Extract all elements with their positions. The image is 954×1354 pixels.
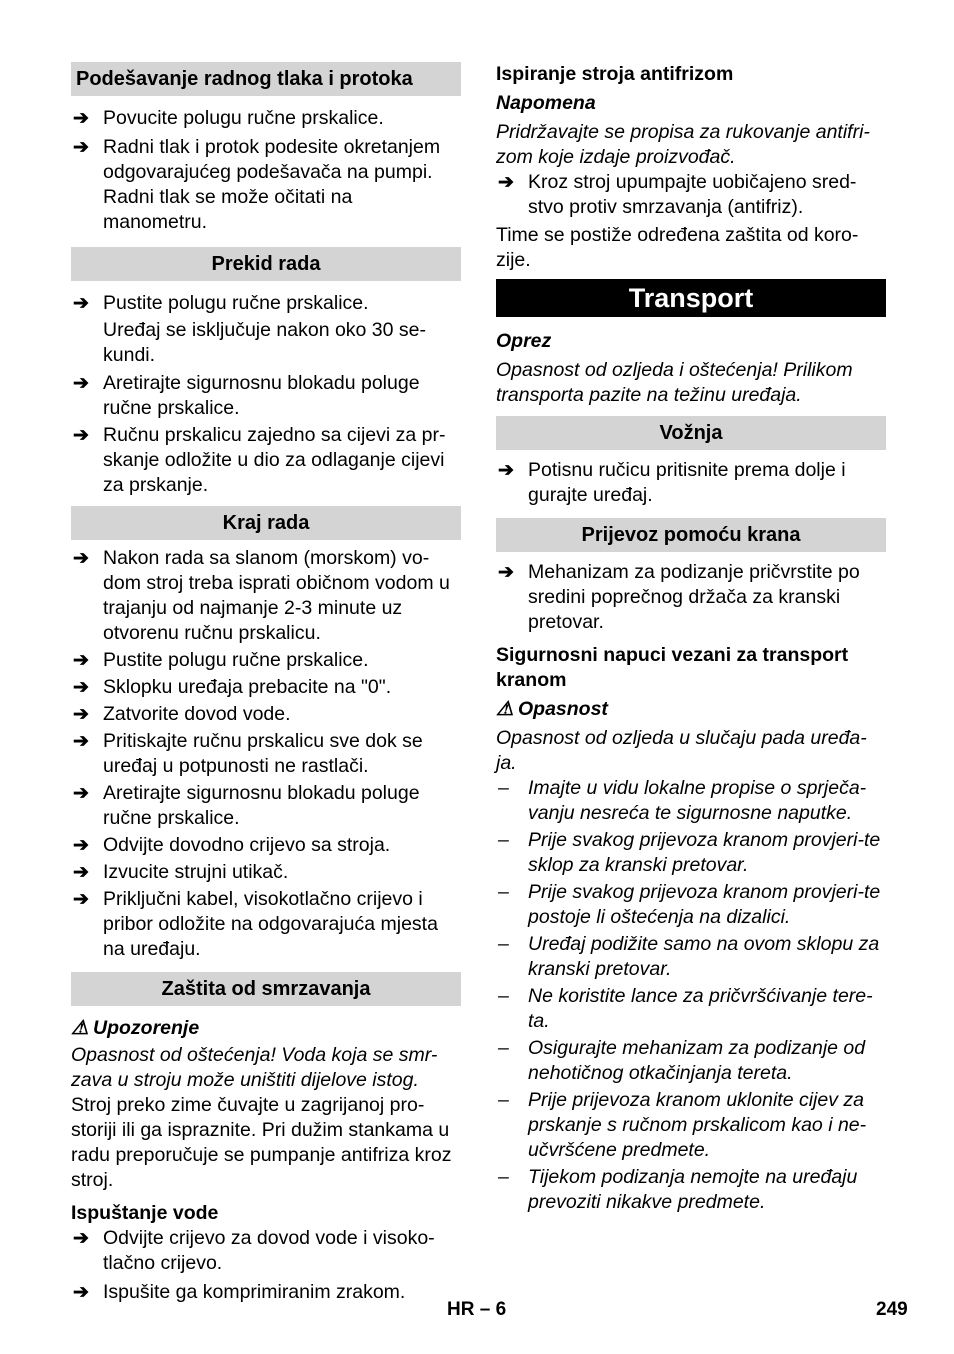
list-item: ➔ Aretirajte sigurnosnu blokadu poluge ručne prskalice. [73, 782, 420, 829]
arrow-icon: ➔ [73, 731, 89, 752]
list-item: ➔ Kroz stroj upumpajte uobičajeno sred-stvo protiv smrzavanja (antifriz). [498, 171, 857, 218]
arrow-icon: ➔ [498, 172, 514, 193]
arrow-icon: ➔ [73, 889, 89, 910]
section-heading-end: Kraj rada [71, 506, 461, 540]
arrow-icon: ➔ [73, 862, 89, 883]
warning-triangle-icon: ⚠ [496, 698, 514, 720]
arrow-icon: ➔ [73, 373, 89, 394]
section-heading-crane: Prijevoz pomoću krana [496, 518, 886, 552]
list-item: ➔ Mehanizam za podizanje pričvrstite po sredini poprečnog držača za kranski pretovar. [498, 561, 860, 633]
list-item: ➔ Odvijte crijevo za dovod vode i visoko-tlačno crijevo. [73, 1227, 435, 1274]
arrow-icon: ➔ [73, 650, 89, 671]
section-heading-frost: Zaštita od smrzavanja [71, 972, 461, 1006]
dash-item: – Uređaj podižite samo na ovom sklopu za kranski pretovar. [498, 933, 880, 980]
dash-item: – Tijekom podizanja nemojte na uređaju prevoziti nikakve predmete. [498, 1166, 858, 1213]
note-text: Uređaj se isključuje nakon oko 30 se-kundi. [103, 319, 427, 366]
list-item: ➔ Ispušite ga komprimiranim zrakom. [73, 1281, 406, 1303]
section-heading-interrupt: Prekid rada [71, 247, 461, 281]
dash-item: – Prije prijevoza kranom uklonite cijev za prskanje s ručnom prskalicom kao i ne-učvršćene predmete. [498, 1089, 867, 1161]
body-text: Time se postiže određena zaštita od koro-zije. [496, 224, 859, 271]
danger-label: ⚠ Opasnost [496, 698, 608, 720]
danger-text: Opasnost od ozljeda u slučaju pada uređa-ja. [496, 727, 867, 774]
list-item: ➔ Aretirajte sigurnosnu blokadu poluge ručne prskalice. [73, 372, 420, 419]
arrow-icon: ➔ [73, 704, 89, 725]
list-item: ➔ Pustite polugu ručne prskalice. [73, 292, 369, 314]
arrow-icon: ➔ [73, 548, 89, 569]
arrow-icon: ➔ [73, 108, 89, 129]
section-heading-pressure: Podešavanje radnog tlaka i protoka [71, 62, 461, 96]
list-item: ➔ Povucite polugu ručne prskalice. [73, 107, 384, 129]
footer-section: HR – 6 [447, 1299, 507, 1320]
list-item: ➔ Zatvorite dovod vode. [73, 703, 291, 725]
page-number: 249 [876, 1299, 908, 1320]
left-column [71, 62, 461, 1305]
list-item: ➔ Pritiskajte ručnu prskalicu sve dok se uređaj u potpunosti ne rastlači. [73, 730, 423, 777]
list-item: ➔ Sklopku uređaja prebacite na "0". [73, 676, 392, 698]
list-item: ➔ Pustite polugu ručne prskalice. [73, 649, 369, 671]
arrow-icon: ➔ [73, 293, 89, 314]
subheading-crane-safety: Sigurnosni napuci vezani za transport kranom [496, 644, 849, 691]
body-text: Stroj preko zime čuvajte u zagrijanoj pro-storiji ili ga ispraznite. Pri dužim stankama u radu preporučuje se pumpanje antifriza kroz stroj. [71, 1094, 452, 1191]
warning-label: ⚠ Upozorenje [71, 1017, 200, 1039]
right-column [496, 62, 886, 1215]
dash-item: – Prije svakog prijevoza kranom provjeri-te postoje li oštećenja na dizalici. [498, 881, 881, 928]
dash-item: – Prije svakog prijevoza kranom provjeri-te sklop za kranski pretovar. [498, 829, 881, 876]
note-text: Pridržavajte se propisa za rukovanje antifri-zom koje izdaje proizvođač. [496, 121, 870, 168]
dash-item: – Imajte u vidu lokalne propise o sprječa-vanju nesreća te sigurnosne naputke. [498, 777, 867, 824]
list-item: ➔ Nakon rada sa slanom (morskom) vo-dom stroj treba isprati običnom vodom u trajanju od najmanje 2-3 minute uz otvorenu ručnu prskalicu. [73, 547, 450, 644]
warning-triangle-icon: ⚠ [71, 1017, 89, 1039]
note-label: Napomena [496, 92, 596, 114]
warning-text: Opasnost od oštećenja! Voda koja se smr-zava u stroju može uništiti dijelove istog. [71, 1044, 438, 1091]
caution-text: Opasnost od ozljeda i oštećenja! Prilikom transporta pazite na težinu uređaja. [496, 359, 853, 406]
dash-item: – Ne koristite lance za pričvršćivanje tere-ta. [498, 985, 873, 1032]
list-item: ➔ Ručnu prskalicu zajedno sa cijevi za pr-skanje odložite u dio za odlaganje cijevi za prskanje. [73, 424, 446, 496]
subheading-antifreeze: Ispiranje stroja antifrizom [496, 63, 734, 85]
list-item: ➔ Priključni kabel, visokotlačno crijevo i pribor odložite na odgovarajuća mjesta na uređaju. [73, 888, 438, 960]
list-item: ➔ Izvucite strujni utikač. [73, 861, 289, 883]
list-item: ➔ Odvijte dovodno crijevo sa stroja. [73, 834, 391, 856]
subheading-drain: Ispuštanje vode [71, 1202, 219, 1224]
list-item: ➔ Radni tlak i protok podesite okretanjem odgovarajućeg podešavača na pumpi. [73, 136, 441, 183]
note-text: Radni tlak se može očitati na manometru. [103, 186, 353, 233]
arrow-icon: ➔ [73, 677, 89, 698]
dash-item: – Osigurajte mehanizam za podizanje od nehotičnog otkačinjanja tereta. [498, 1037, 866, 1084]
arrow-icon: ➔ [73, 783, 89, 804]
list-item: ➔ Potisnu ručicu pritisnite prema dolje i gurajte uređaj. [498, 459, 846, 506]
chapter-heading-transport: Transport [496, 279, 886, 317]
arrow-icon: ➔ [73, 137, 89, 158]
arrow-icon: ➔ [73, 835, 89, 856]
arrow-icon: ➔ [498, 460, 514, 481]
arrow-icon: ➔ [73, 425, 89, 446]
caution-label: Oprez [496, 330, 552, 352]
section-heading-driving: Vožnja [496, 416, 886, 450]
arrow-icon: ➔ [73, 1228, 89, 1249]
arrow-icon: ➔ [73, 1282, 89, 1303]
arrow-icon: ➔ [498, 562, 514, 583]
